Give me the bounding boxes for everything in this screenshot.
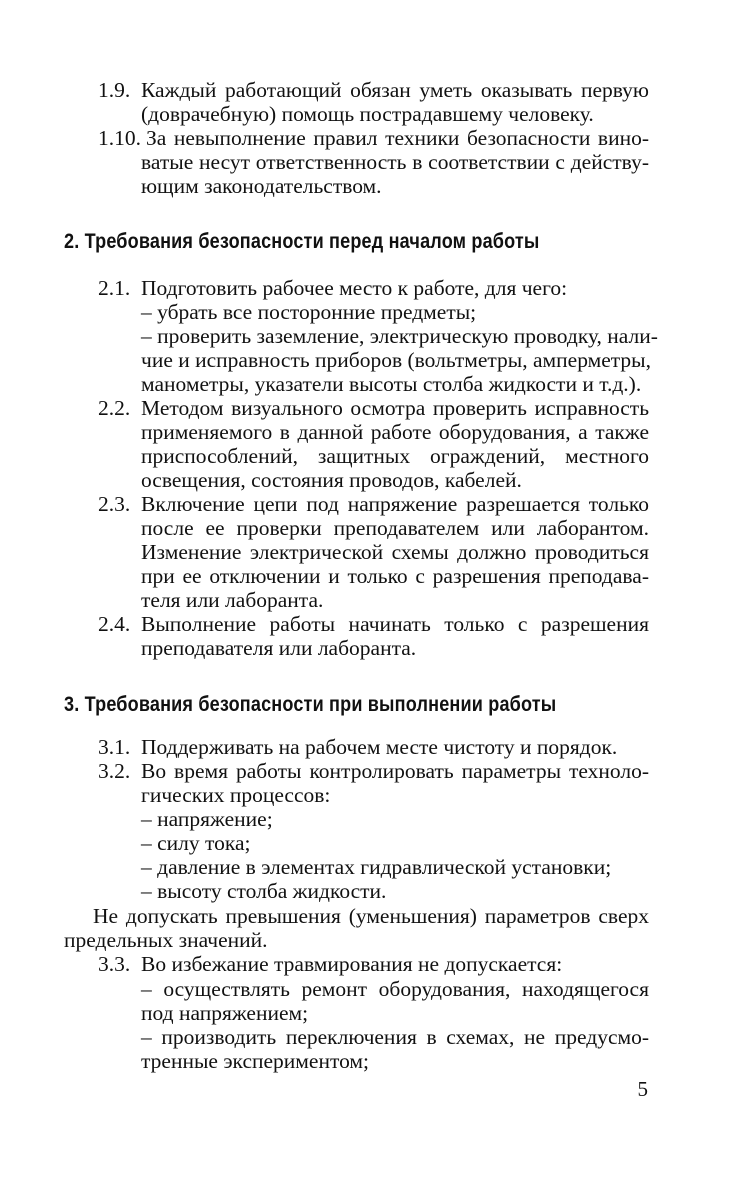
item-2-4-line-1: Выполнение работы начинать только с разрешения (141, 612, 649, 636)
item-1-9-text (141, 78, 649, 102)
item-number-2-1: 2.1. (98, 276, 131, 300)
item-2-3-line-3: Изменение электрической схемы должно проводиться (141, 540, 649, 564)
item-1-10-block (141, 150, 649, 174)
item-2-1-line-3: – проверить заземление, электрическую проводку, нали- (141, 324, 658, 348)
item-1-10-line-3: ющим законодательством. (141, 174, 382, 198)
item-2-3-block-3 (141, 540, 649, 564)
item-3-3-line-1: Во избежание травмирования не допускается: (141, 952, 563, 976)
item-3-2-line-4: – силу тока; (141, 831, 251, 855)
item-number-1-10: 1.10. (98, 126, 141, 150)
item-2-1-line-2: – убрать все посторонние предметы; (141, 300, 477, 324)
item-2-3-block-1 (141, 492, 649, 516)
item-2-3-line-2: после ее проверки преподавателем или лаборантом. (141, 516, 649, 540)
item-3-2-line-6: – высоту столба жидкости. (141, 879, 387, 903)
item-2-4-line-2: преподавателя или лаборанта. (141, 636, 417, 660)
item-2-3-line-5: теля или лаборанта. (141, 588, 324, 612)
item-3-2-line-5: – давление в элементах гидравлической установки; (141, 855, 612, 879)
item-2-2-block-3 (141, 444, 649, 468)
item-number-3-1: 3.1. (98, 735, 131, 759)
item-2-2-line-2: применяемого в данной работе оборудования, а также (141, 420, 649, 444)
item-3-3-line-3: под напряжением; (141, 1001, 309, 1025)
item-3-2-block-1 (141, 759, 649, 783)
paragraph-line-1: Не допускать превышения (уменьшения) параметров сверх (93, 904, 649, 928)
item-3-2-line-2: гических процессов: (141, 783, 331, 807)
item-1-10-text (146, 126, 649, 150)
paragraph-block-1 (93, 904, 649, 928)
item-number-2-2: 2.2. (98, 396, 131, 420)
item-2-3-block-2 (141, 516, 649, 540)
item-2-3-line-1: Включение цепи под напряжение разрешается только (141, 492, 649, 516)
item-2-2-block-1 (141, 396, 649, 420)
item-number-2-4: 2.4. (98, 612, 131, 636)
page-number: 5 (637, 1077, 648, 1101)
item-1-10-line-1: За невыполнение правил техники безопасности вино- (146, 126, 649, 150)
item-3-2-line-1: Во время работы контролировать параметры техноло- (141, 759, 649, 783)
item-3-3-line-5: тренные экспериментом; (141, 1049, 369, 1073)
item-number-2-3: 2.3. (98, 492, 131, 516)
item-2-2-block-2 (141, 420, 649, 444)
item-2-1-line-1: Подготовить рабочее место к работе, для чего: (141, 276, 568, 300)
item-2-1-line-4: чие и исправность приборов (вольтметры, амперметры, (141, 348, 651, 372)
item-3-3-line-2: – осуществлять ремонт оборудования, находящегося (141, 977, 649, 1001)
item-2-2-line-3: приспособлений, защитных ограждений, местного (141, 444, 649, 468)
item-2-1-line-5: манометры, указатели высоты столба жидкости и т.д.). (141, 372, 642, 396)
item-2-1-block-3 (141, 324, 658, 348)
paragraph-line-2: предельных значений. (64, 928, 268, 952)
item-2-1-block-4 (141, 348, 649, 372)
item-1-9-line-2: (доврачебную) помощь пострадавшему человеку. (141, 102, 594, 126)
item-2-2-line-1: Методом визуального осмотра проверить исправность (141, 396, 649, 420)
item-3-2-line-3: – напряжение; (141, 807, 273, 831)
item-number-3-2: 3.2. (98, 759, 131, 783)
item-1-10-line-2: ватые несут ответственность в соответствии с действу- (141, 150, 649, 174)
item-2-2-line-4: освещения, состояния проводов, кабелей. (141, 468, 522, 492)
item-2-3-block-4 (141, 564, 649, 588)
item-3-1-line-1: Поддерживать на рабочем месте чистоту и порядок. (141, 735, 618, 759)
item-2-3-line-4: при ее отключении и только с разрешения преподава- (141, 564, 649, 588)
item-1-9-line-1: Каждый работающий обязан уметь оказывать первую (141, 78, 649, 102)
item-3-3-block-4 (141, 1025, 649, 1049)
item-number-3-3: 3.3. (98, 952, 131, 976)
item-3-3-line-4: – производить переключения в схемах, не предусмо- (141, 1025, 649, 1049)
section-3-heading: 3. Требования безопасности при выполнении работы (64, 693, 557, 716)
item-3-3-block-2 (141, 977, 649, 1001)
item-number-1-9: 1.9. (98, 78, 131, 102)
section-2-heading: 2. Требования безопасности перед началом работы (64, 230, 540, 253)
item-2-4-block-1 (141, 612, 649, 636)
